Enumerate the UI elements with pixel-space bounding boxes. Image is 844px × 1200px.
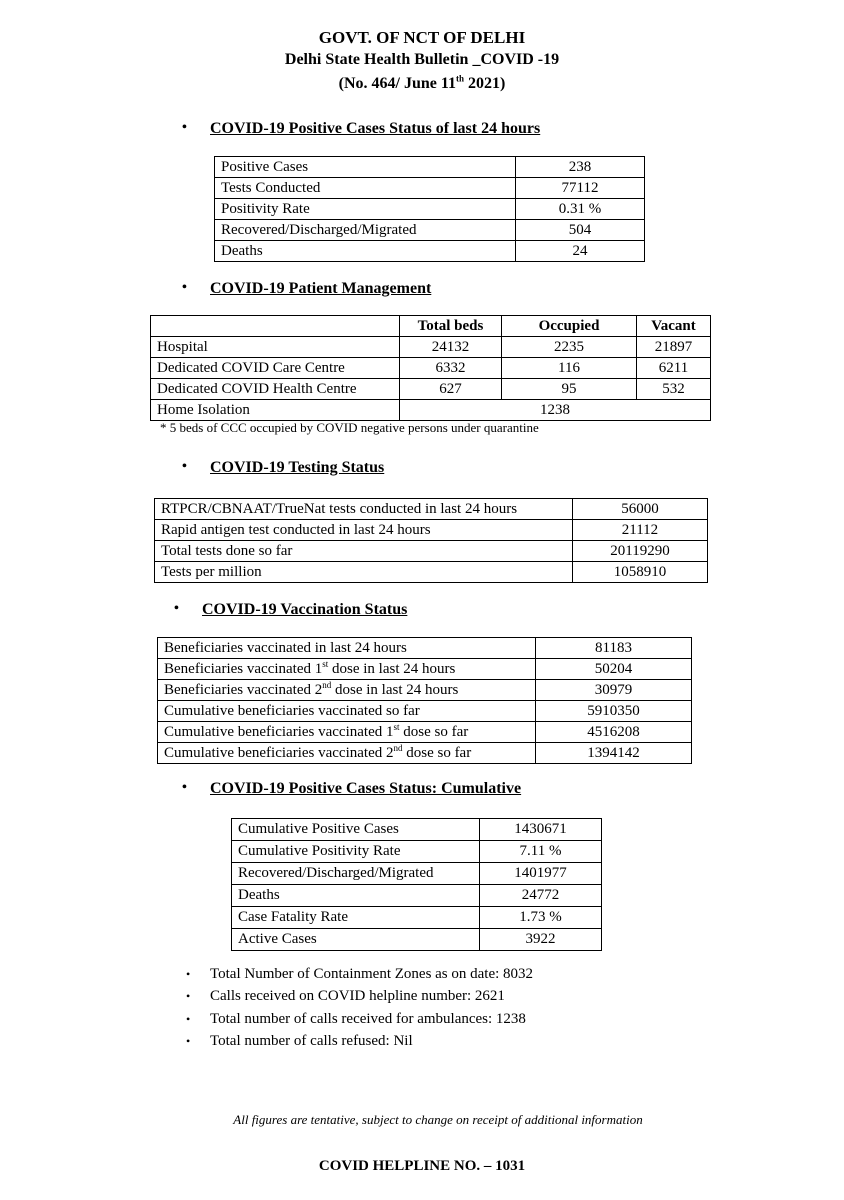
- table-row: Dedicated COVID Health Centre 627 95 532: [151, 379, 711, 400]
- table-vaccination: [157, 637, 692, 764]
- misc-info-list: [186, 963, 533, 1052]
- table-row: Tests per million 1058910: [155, 562, 708, 583]
- table-row: Beneficiaries vaccinated in last 24 hours 81183: [158, 638, 692, 659]
- bullet-icon: •: [186, 967, 191, 981]
- list-item: • Total number of calls received for ambulances: 1238: [186, 1008, 533, 1030]
- table-row: Home Isolation 1238: [151, 400, 711, 421]
- section-title-testing: • COVID-19 Testing Status: [182, 459, 385, 476]
- table-row: Cumulative Positivity Rate 7.11 %: [232, 841, 602, 863]
- list-item: • Total number of calls refused: Nil: [186, 1030, 533, 1052]
- bullet-icon: •: [186, 1033, 191, 1048]
- table-row: Beneficiaries vaccinated 1st dose in last 24 hours 50204: [158, 659, 692, 680]
- table-row: Cumulative beneficiaries vaccinated 2nd dose so far 1394142: [158, 743, 692, 764]
- bullet-icon: •: [186, 989, 191, 1004]
- bullet-icon: •: [182, 280, 187, 295]
- section-title-vaccination: • COVID-19 Vaccination Status: [174, 601, 408, 618]
- table-last24: [214, 156, 645, 262]
- bullet-icon: •: [182, 459, 187, 474]
- header-bulletin-title: Delhi State Health Bulletin _COVID -19: [284, 51, 560, 68]
- section-title-patient: • COVID-19 Patient Management: [182, 280, 432, 297]
- table-row: Recovered/Discharged/Migrated 504: [215, 220, 645, 241]
- table-row: Total tests done so far 20119290: [155, 541, 708, 562]
- table-header-row: Total beds Occupied Vacant: [151, 316, 711, 337]
- table-row: Rapid antigen test conducted in last 24 hours 21112: [155, 520, 708, 541]
- table-row: Positive Cases 238: [215, 157, 645, 178]
- table-row: Positivity Rate 0.31 %: [215, 199, 645, 220]
- patient-footnote: * 5 beds of CCC occupied by COVID negative persons under quarantine: [160, 420, 539, 435]
- table-row: Deaths 24: [215, 241, 645, 262]
- table-row: Active Cases 3922: [232, 929, 602, 951]
- table-row: Beneficiaries vaccinated 2nd dose in last 24 hours 30979: [158, 680, 692, 701]
- helpline-number: COVID HELPLINE NO. – 1031: [318, 1158, 526, 1174]
- list-item: • Calls received on COVID helpline number: 2621: [186, 985, 533, 1007]
- table-row: Cumulative Positive Cases 1430671: [232, 819, 602, 841]
- table-cumulative: [231, 818, 602, 951]
- table-row: RTPCR/CBNAAT/TrueNat tests conducted in last 24 hours 56000: [155, 499, 708, 520]
- bullet-icon: •: [182, 120, 187, 135]
- bullet-icon: •: [182, 780, 187, 795]
- table-row: Case Fatality Rate 1.73 %: [232, 907, 602, 929]
- table-row: Deaths 24772: [232, 885, 602, 907]
- table-row: Cumulative beneficiaries vaccinated 1st dose so far 4516208: [158, 722, 692, 743]
- table-row: Hospital 24132 2235 21897: [151, 337, 711, 358]
- list-item: • Total Number of Containment Zones as on date: 8032: [186, 963, 533, 985]
- header-govt: GOVT. OF NCT OF DELHI: [318, 28, 526, 47]
- table-row: Recovered/Discharged/Migrated 1401977: [232, 863, 602, 885]
- table-row: Cumulative beneficiaries vaccinated so far 5910350: [158, 701, 692, 722]
- disclaimer: All figures are tentative, subject to change on receipt of additional information: [233, 1112, 643, 1127]
- section-title-last24: • COVID-19 Positive Cases Status of last 24 hours: [182, 120, 541, 137]
- bullet-icon: •: [186, 1011, 191, 1026]
- bullet-icon: •: [174, 601, 179, 616]
- table-testing: [154, 498, 708, 583]
- table-row: Dedicated COVID Care Centre 6332 116 6211: [151, 358, 711, 379]
- table-row: Tests Conducted 77112: [215, 178, 645, 199]
- table-patient-management: [150, 315, 711, 421]
- section-title-cumulative: • COVID-19 Positive Cases Status: Cumulative: [182, 780, 522, 797]
- header-bulletin-number: (No. 464/ June 11th 2021): [338, 73, 506, 92]
